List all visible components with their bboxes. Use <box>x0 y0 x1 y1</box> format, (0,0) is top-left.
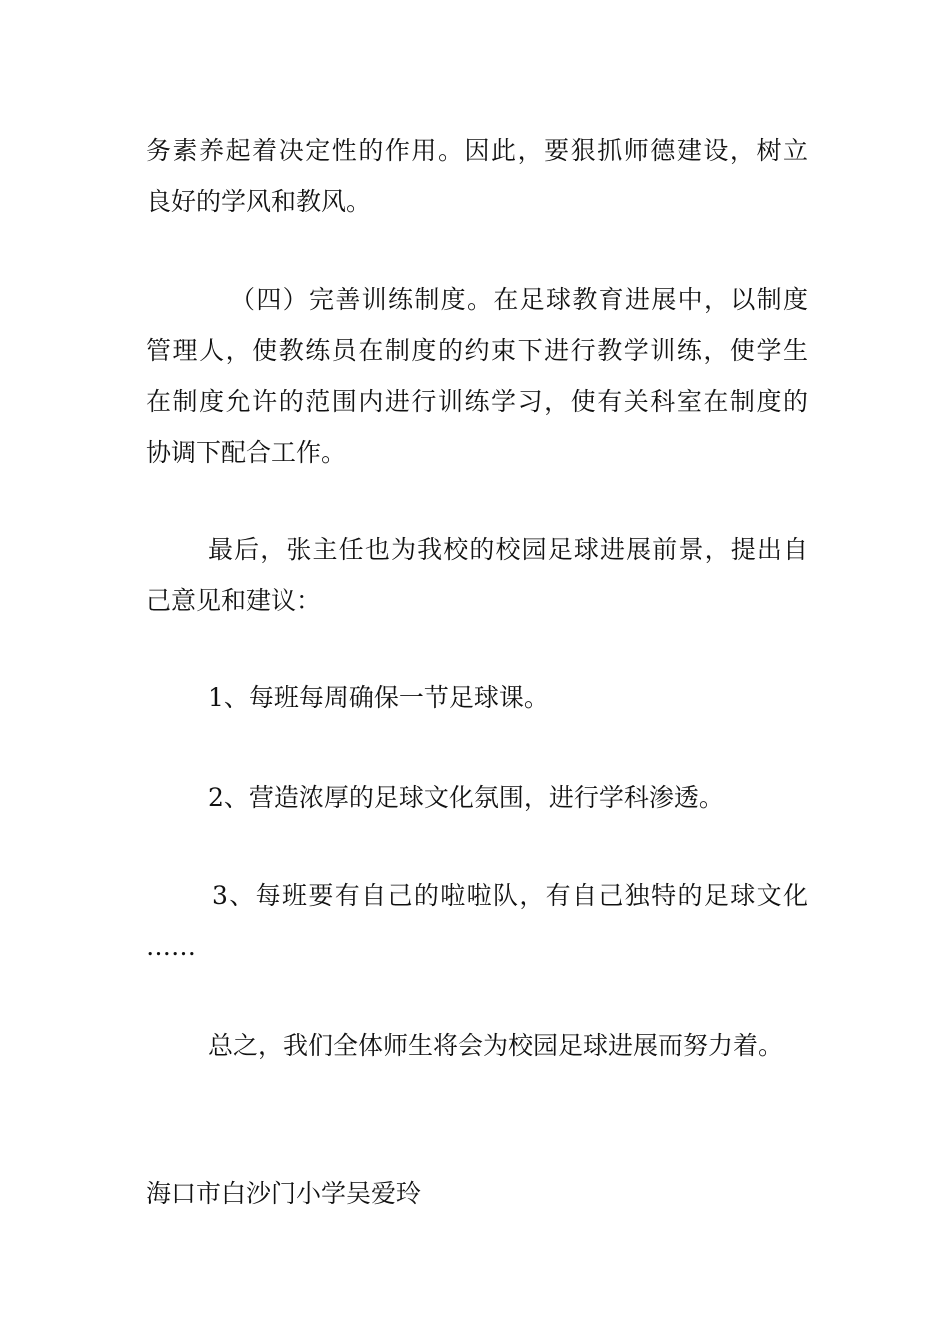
list-item-3 <box>146 870 808 972</box>
list-item-2-text: 2、营造浓厚的足球文化氛围，进行学科渗透。 <box>208 783 724 812</box>
list-item-3-line-1: 3、每班要有自己的啦啦队，有自己独特的足球文化 <box>212 881 808 910</box>
list-item-2 <box>146 772 808 823</box>
paragraph-1-line-2: 良好的学风和教风。 <box>146 187 372 216</box>
paragraph-3 <box>146 524 808 626</box>
paragraph-4 <box>146 1020 808 1071</box>
signature-text: 海口市白沙门小学吴爱玲 <box>146 1179 422 1208</box>
paragraph-3-line-1: 最后，张主任也为我校的校园足球进展前景，提出自 <box>208 535 808 564</box>
paragraph-3-line-2: 己意见和建议： <box>146 586 322 615</box>
list-item-3-line-2: …… <box>146 932 196 961</box>
list-item-1 <box>146 672 808 723</box>
signature <box>146 1168 808 1219</box>
list-item-1-text: 1、每班每周确保一节足球课。 <box>208 683 549 712</box>
paragraph-2-line-2: 管理人，使教练员在制度的约束下进行教学训练，使学生 <box>146 336 808 365</box>
paragraph-2-line-4: 协调下配合工作。 <box>146 438 347 467</box>
paragraph-2-line-3: 在制度允许的范围内进行训练学习，使有关科室在制度的 <box>146 387 808 416</box>
paragraph-2-line-1: （四）完善训练制度。在足球教育进展中，以制度 <box>230 285 808 314</box>
paragraph-4-text: 总之，我们全体师生将会为校园足球进展而努力着。 <box>208 1031 784 1060</box>
paragraph-1 <box>146 125 808 227</box>
paragraph-2 <box>146 274 808 478</box>
paragraph-1-line-1: 务素养起着决定性的作用。因此，要狠抓师德建设，树立 <box>146 136 808 165</box>
